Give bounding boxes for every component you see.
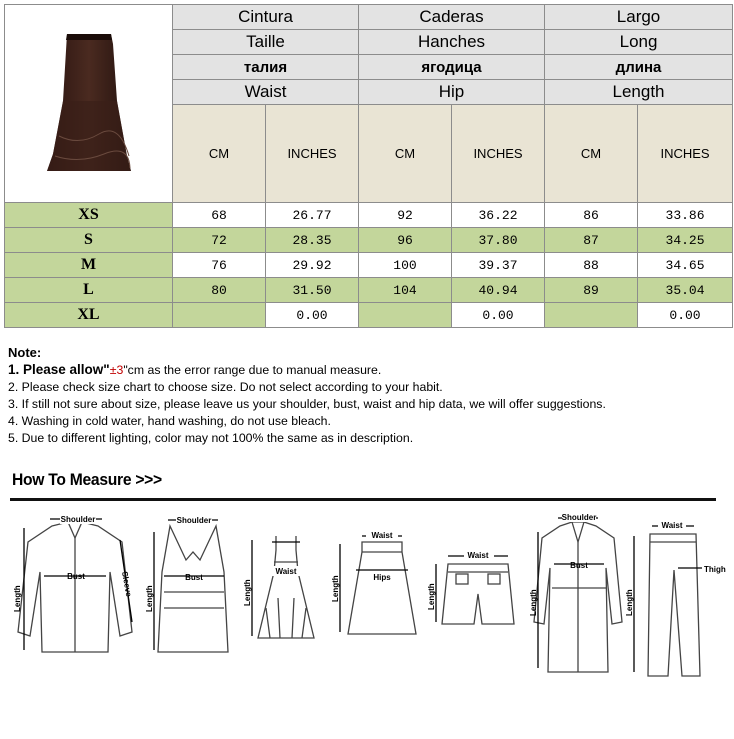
table-row [5,253,733,278]
cell: 72 [173,228,266,253]
cell: 96 [359,228,452,253]
table-row [5,303,733,328]
size-label: L [5,278,173,303]
size-chart-table [4,4,733,328]
note-item-1 [8,361,728,379]
note-1-suffix: "cm as the error range due to manual measure. [123,363,382,377]
length-label: Length [331,575,340,602]
cell: 33.86 [638,203,733,228]
cell: 34.65 [638,253,733,278]
waist-label: Waist [371,531,393,540]
waist-label: Waist [661,521,683,530]
note-1-prefix: 1. Please allow" [8,362,110,377]
tank-top-diagram-icon [145,512,238,662]
note-1-tolerance: ±3 [109,363,124,377]
shorts-diagram-icon [427,546,520,636]
cell: 76 [173,253,266,278]
note-item-3: 3. If still not sure about size, please leave us your shoulder, bust, waist and hip data, we will offer suggestions. [8,397,606,411]
bust-label: Bust [570,561,588,570]
cell: 39.37 [452,253,545,278]
unit-header: CM [359,105,452,203]
cell: 80 [173,278,266,303]
header-length-ru: длина [545,55,733,80]
header-waist-fr: Taille [173,30,359,55]
notes-title: Note: [8,345,42,360]
divider [10,498,716,501]
note-item-4: 4. Washing in cold water, hand washing, do not use bleach. [8,414,331,428]
header-length-fr: Long [545,30,733,55]
thigh-label: Thigh [704,565,726,574]
shirt-diagram-icon [10,512,140,662]
table-row [5,278,733,303]
cell: 40.94 [452,278,545,303]
cell: 88 [545,253,638,278]
cell: 0.00 [638,303,733,328]
shoulder-label: Shoulder [561,513,597,522]
header-hip-en: Hip [359,80,545,105]
waist-label: Waist [275,567,297,576]
sleeve-label: Sleeve [120,570,134,598]
length-label: Length [529,589,538,616]
size-label: XS [5,203,173,228]
how-to-measure-section [0,458,734,739]
length-label: Length [145,585,154,612]
note-item-5: 5. Due to different lighting, color may not 100% the same as in description. [8,431,414,445]
cell: 68 [173,203,266,228]
unit-header: INCHES [266,105,359,203]
shoulder-label: Shoulder [176,516,212,525]
length-label: Length [427,583,436,610]
size-label: XL [5,303,173,328]
pants-diagram-icon [626,516,726,686]
cell: 0.00 [452,303,545,328]
bust-label: Bust [67,572,85,581]
skirt-product-photo [9,6,169,196]
bust-label: Bust [185,573,203,582]
cell [359,303,452,328]
cell [173,303,266,328]
cell: 36.22 [452,203,545,228]
size-label: S [5,228,173,253]
cell: 26.77 [266,203,359,228]
cell: 100 [359,253,452,278]
cell: 89 [545,278,638,303]
header-hip-fr: Hanches [359,30,545,55]
how-to-measure-title: How To Measure >>> [12,470,162,489]
skirt-diagram-icon [331,528,424,648]
header-waist-es: Cintura [173,5,359,30]
table-row [5,228,733,253]
unit-header: CM [545,105,638,203]
dress-diagram-icon [243,528,326,658]
waist-label: Waist [467,551,489,560]
cell: 34.25 [638,228,733,253]
shoulder-label: Shoulder [60,515,96,524]
header-waist-en: Waist [173,80,359,105]
product-image [5,5,173,203]
cell: 31.50 [266,278,359,303]
cell: 0.00 [266,303,359,328]
cell: 29.92 [266,253,359,278]
cell: 92 [359,203,452,228]
notes-section [8,344,728,447]
hips-label: Hips [373,573,391,582]
cell: 37.80 [452,228,545,253]
cell: 86 [545,203,638,228]
unit-header: INCHES [452,105,545,203]
cell: 87 [545,228,638,253]
header-hip-ru: ягодица [359,55,545,80]
size-label: M [5,253,173,278]
table-row [5,203,733,228]
coat-diagram-icon [528,512,628,682]
cell: 104 [359,278,452,303]
length-label: Length [625,589,634,616]
header-length-en: Length [545,80,733,105]
cell: 35.04 [638,278,733,303]
header-waist-ru: талия [173,55,359,80]
length-label: Length [13,585,22,612]
length-label: Length [243,579,252,606]
header-length-es: Largo [545,5,733,30]
unit-header: CM [173,105,266,203]
cell [545,303,638,328]
note-item-2: 2. Please check size chart to choose size. Do not select according to your habit. [8,380,443,394]
cell: 28.35 [266,228,359,253]
header-hip-es: Caderas [359,5,545,30]
unit-header: INCHES [638,105,733,203]
